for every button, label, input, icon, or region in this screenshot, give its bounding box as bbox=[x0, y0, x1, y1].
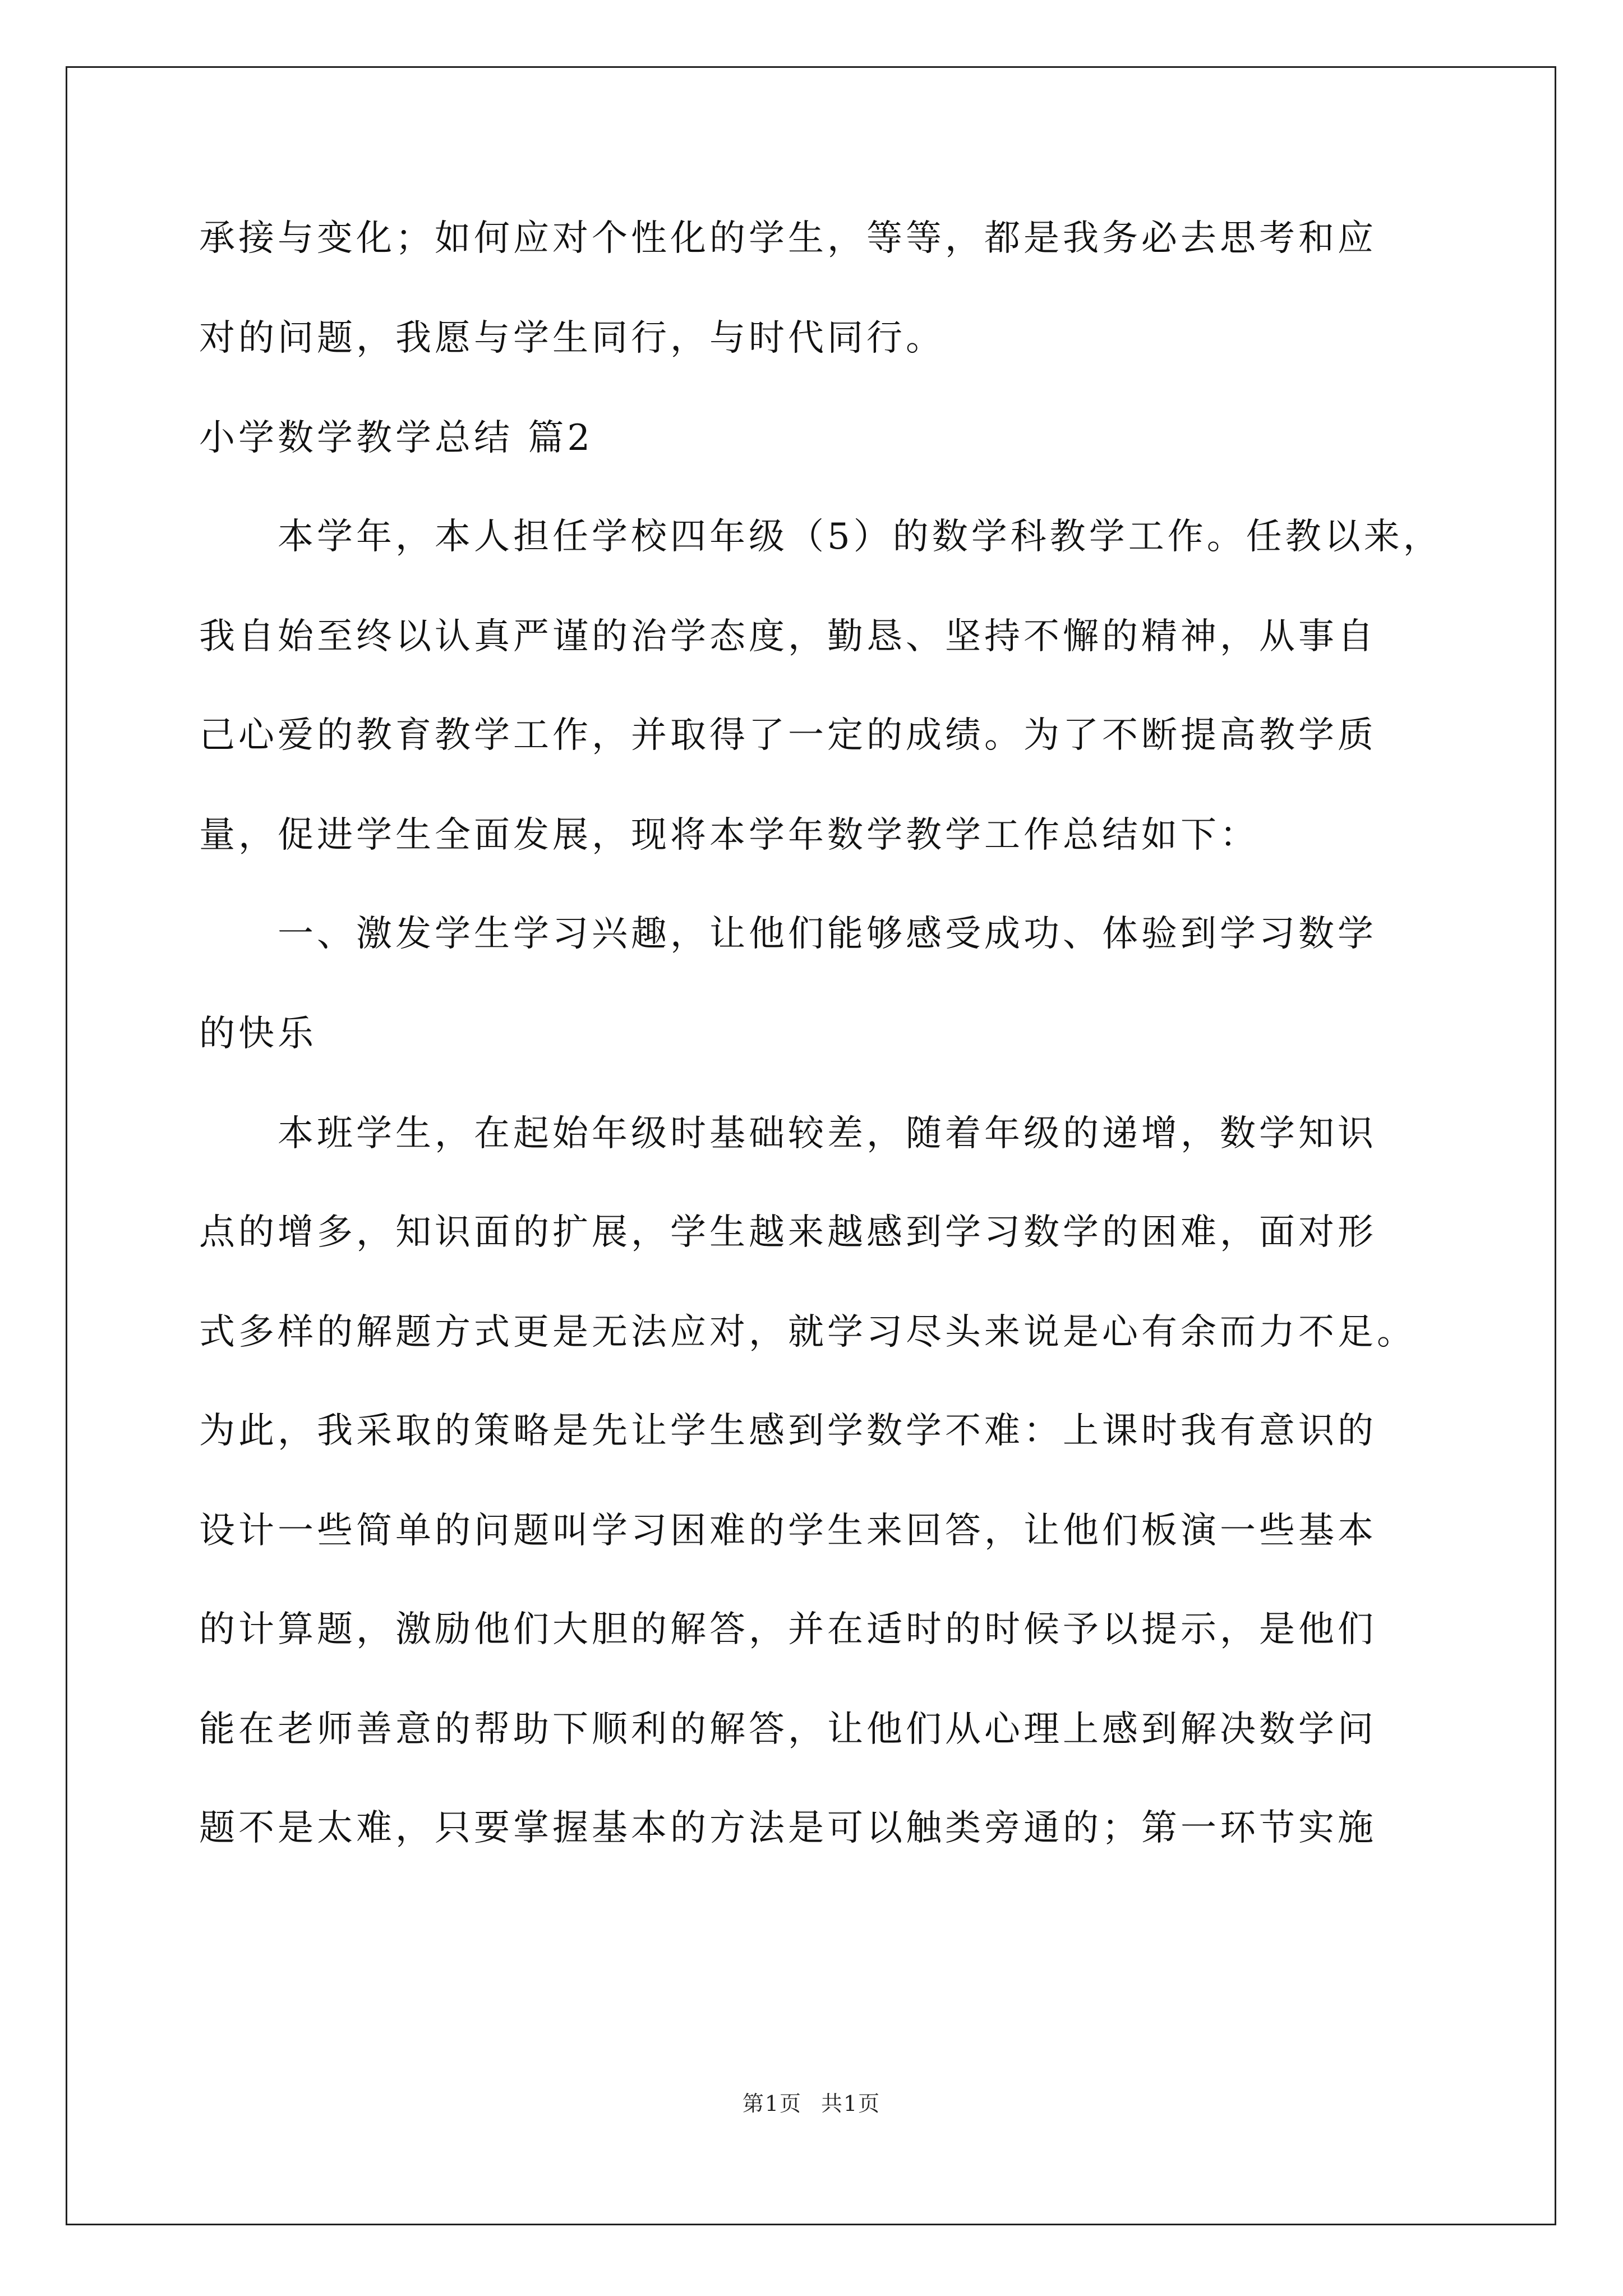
text-line: 能在老师善意的帮助下顺利的解答，让他们从心理上感到解决数学问 bbox=[199, 1709, 1377, 1750]
text-line: 对的问题，我愿与学生同行，与时代同行。 bbox=[199, 318, 945, 359]
text-line: 本学年，本人担任学校四年级（5）的数学科教学工作。任教以来， bbox=[278, 516, 1442, 558]
text-line: 设计一些简单的问题叫学习困难的学生来回答，让他们板演一些基本 bbox=[199, 1510, 1377, 1552]
section-heading: 小学数学教学总结 篇2 bbox=[199, 417, 594, 459]
page-footer bbox=[0, 2087, 1623, 2120]
text-line: 题不是太难，只要掌握基本的方法是可以触类旁通的；第一环节实施 bbox=[199, 1807, 1377, 1849]
text-line: 的计算题，激励他们大胆的解答，并在适时的时候予以提示，是他们 bbox=[199, 1609, 1377, 1650]
text-line: 量，促进学生全面发展，现将本学年数学教学工作总结如下： bbox=[199, 815, 1259, 856]
page-total: 共1页 bbox=[821, 2091, 881, 2116]
page-number: 第1页 bbox=[742, 2091, 802, 2116]
text-line: 本班学生，在起始年级时基础较差，随着年级的递增，数学知识 bbox=[278, 1113, 1377, 1154]
text-line: 的快乐 bbox=[199, 1013, 317, 1055]
text-line: 我自始至终以认真严谨的治学态度，勤恳、坚持不懈的精神，从事自 bbox=[199, 616, 1377, 657]
text-line: 点的增多，知识面的扩展，学生越来越感到学习数学的困难，面对形 bbox=[199, 1212, 1377, 1253]
text-line: 为此，我采取的策略是先让学生感到学数学不难：上课时我有意识的 bbox=[199, 1410, 1377, 1452]
text-line: 承接与变化；如何应对个性化的学生，等等，都是我务必去思考和应 bbox=[199, 218, 1377, 259]
text-line: 一、激发学生学习兴趣，让他们能够感受成功、体验到学习数学 bbox=[278, 913, 1377, 955]
text-line: 式多样的解题方式更是无法应对，就学习尽头来说是心有余而力不足。 bbox=[199, 1312, 1416, 1353]
text-line: 己心爱的教育教学工作，并取得了一定的成绩。为了不断提高教学质 bbox=[199, 715, 1377, 756]
